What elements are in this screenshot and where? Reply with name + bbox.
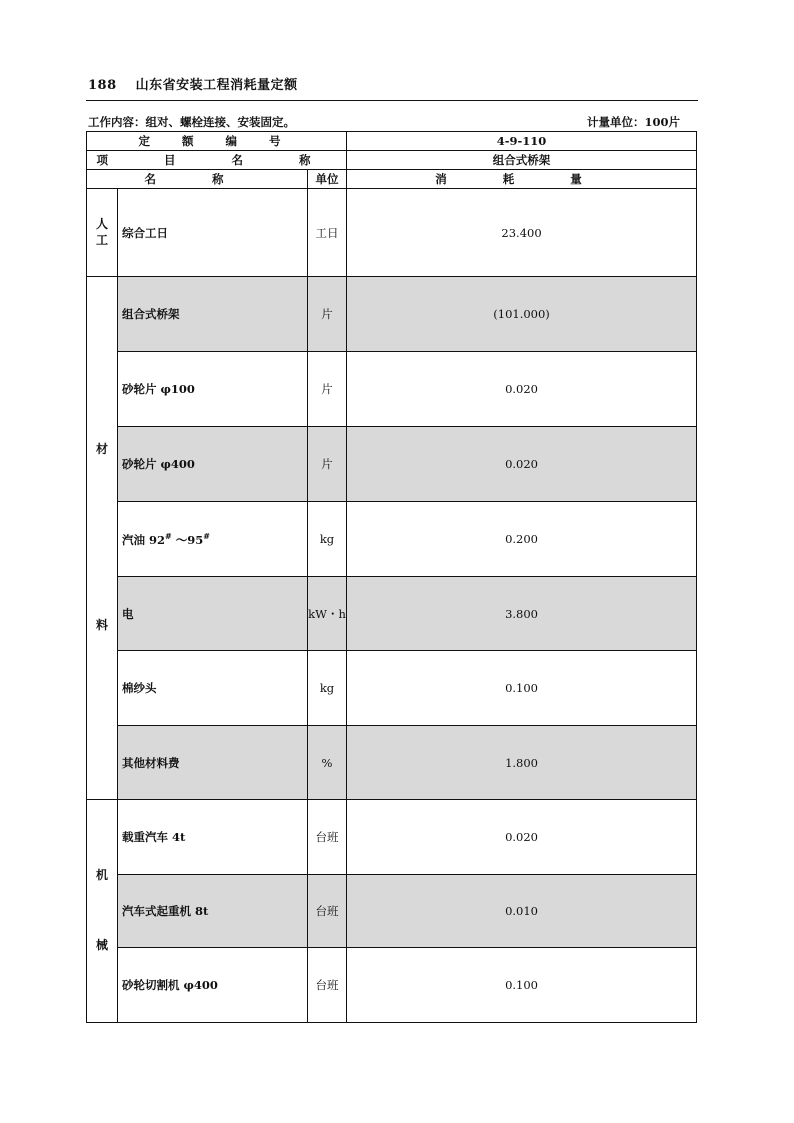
table-row [87,800,697,875]
header-rule [86,100,698,101]
item-unit: 台班 [308,800,347,875]
column-header-row [87,170,697,189]
col-name-header: 名 称 [87,170,308,189]
item-name: 砂轮片 φ400 [118,427,308,502]
item-value: 1.800 [347,726,697,800]
item-unit: kg [308,502,347,577]
item-unit: 片 [308,277,347,352]
item-name: 汽车式起重机 8t [118,875,308,948]
item-value: 0.100 [347,651,697,726]
item-value: 3.800 [347,577,697,651]
code-value: 4-9-110 [347,132,697,151]
category-labor: 人 工 [87,189,118,277]
page-number: 188 [88,78,117,93]
table-row [87,875,697,948]
item-value: 0.020 [347,800,697,875]
col-qty-header: 消 耗 量 [347,170,697,189]
table-row [87,189,697,277]
item-name: 组合式桥架 [118,277,308,352]
item-name: 汽油 92# ～95# [118,502,308,577]
item-value: (101.000) [347,277,697,352]
table-row [87,502,697,577]
table-row [87,427,697,502]
item-value: 0.100 [347,948,697,1023]
item-name: 其他材料费 [118,726,308,800]
table-row [87,948,697,1023]
item-unit: % [308,726,347,800]
category-materials: 材 料 [87,277,118,800]
item-label: 项 目 名 称 [87,151,347,170]
item-unit: 台班 [308,948,347,1023]
item-unit: kg [308,651,347,726]
item-value: 0.020 [347,352,697,427]
item-value: 0.200 [347,502,697,577]
measurement-unit: 计量单位：100片 [586,115,680,129]
page-header [88,74,298,93]
item-unit: 工日 [308,189,347,277]
item-name: 载重汽车 4t [118,800,308,875]
quota-table [86,131,697,1023]
item-value: 组合式桥架 [347,151,697,170]
item-unit: kW・h [308,577,347,651]
item-name: 砂轮切割机 φ400 [118,948,308,1023]
category-machinery: 机 械 [87,800,118,1023]
table-row [87,352,697,427]
item-name: 综合工日 [118,189,308,277]
item-row [87,151,697,170]
table-row [87,651,697,726]
item-name: 砂轮片 φ100 [118,352,308,427]
book-title: 山东省安装工程消耗量定额 [135,78,298,93]
item-unit: 台班 [308,875,347,948]
item-name: 棉纱头 [118,651,308,726]
item-unit: 片 [308,352,347,427]
table-row [87,277,697,352]
item-name: 电 [118,577,308,651]
table-row [87,726,697,800]
item-value: 0.010 [347,875,697,948]
col-unit-header: 单位 [308,170,347,189]
item-value: 0.020 [347,427,697,502]
table-row [87,577,697,651]
item-unit: 片 [308,427,347,502]
item-value: 23.400 [347,189,697,277]
code-label: 定 额 编 号 [87,132,347,151]
work-content: 工作内容：组对、螺栓连接、安装固定。 [88,115,295,129]
code-row [87,132,697,151]
